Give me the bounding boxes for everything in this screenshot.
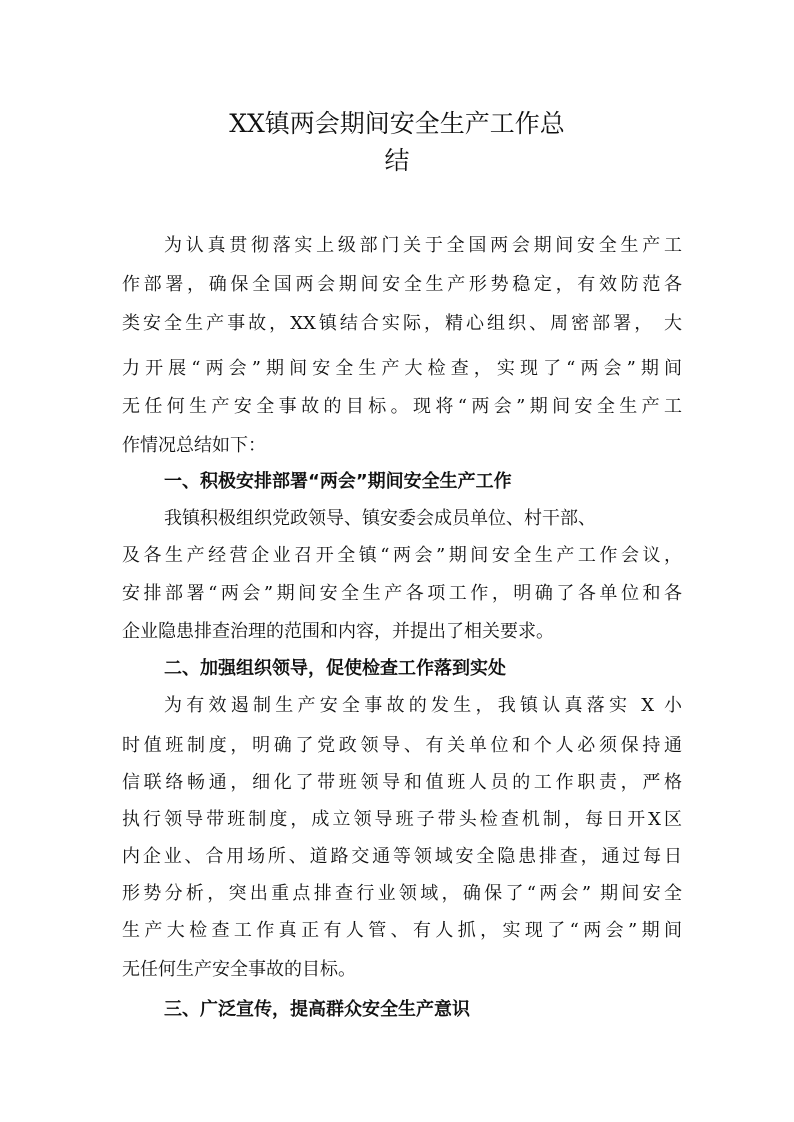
section-2-line: 信联络畅通，细化了带班领导和值班人员的工作职责，严格 <box>122 772 682 793</box>
section-2-line: 内企业、合用场所、道路交通等领域安全隐患排查，通过每日 <box>122 846 682 867</box>
section-2-line: 执行领导带班制度，成立领导班子带头检查机制，每日开X区 <box>122 809 682 830</box>
section-2-line: 时值班制度，明确了党政领导、有关单位和个人必须保持通 <box>122 735 682 756</box>
section-1-line: 及各生产经营企业召开全镇“两会”期间安全生产工作会议， <box>122 545 682 566</box>
intro-line: 作部署，确保全国两会期间安全生产形势稳定，有效防范各 <box>122 274 682 295</box>
section-heading-1: 一、积极安排部署“两会”期间安全生产工作 <box>164 471 512 492</box>
section-1-line: 企业隐患排查治理的范围和内容，并提出了相关要求。 <box>122 621 554 642</box>
intro-line: 为认真贯彻落实上级部门关于全国两会期间安全生产工 <box>164 235 682 256</box>
section-1-line: 安排部署“两会”期间安全生产各项工作，明确了各单位和各 <box>122 583 682 604</box>
intro-line: 作情况总结如下： <box>122 435 266 456</box>
section-2-line: 无任何生产安全事故的目标。 <box>122 959 356 980</box>
intro-line: 无任何生产安全事故的目标。现将“两会”期间安全生产工 <box>122 396 682 417</box>
section-2-line: 为有效遏制生产安全事故的发生，我镇认真落实 X 小 <box>164 695 682 716</box>
section-2-line: 生产大检查工作真正有人管、有人抓，实现了“两会”期间 <box>122 920 682 941</box>
document-title-line-1: XX镇两会期间安全生产工作总 <box>229 109 565 138</box>
intro-line: 力开展“两会”期间安全生产大检查，实现了“两会”期间 <box>122 358 682 379</box>
section-2-line: 形势分析，突出重点排查行业领域，确保了“两会” 期间安全 <box>122 883 682 904</box>
section-heading-2: 二、加强组织领导，促使检查工作落到实处 <box>164 658 506 679</box>
section-1-line: 我镇积极组织党政领导、镇安委会成员单位、村干部、 <box>164 508 596 529</box>
intro-line: 类安全生产事故，XX镇结合实际，精心组织、周密部署， 大 <box>122 313 682 334</box>
section-heading-3: 三、广泛宣传，提高群众安全生产意识 <box>164 999 470 1020</box>
document-title-line-2: 结 <box>384 146 410 175</box>
